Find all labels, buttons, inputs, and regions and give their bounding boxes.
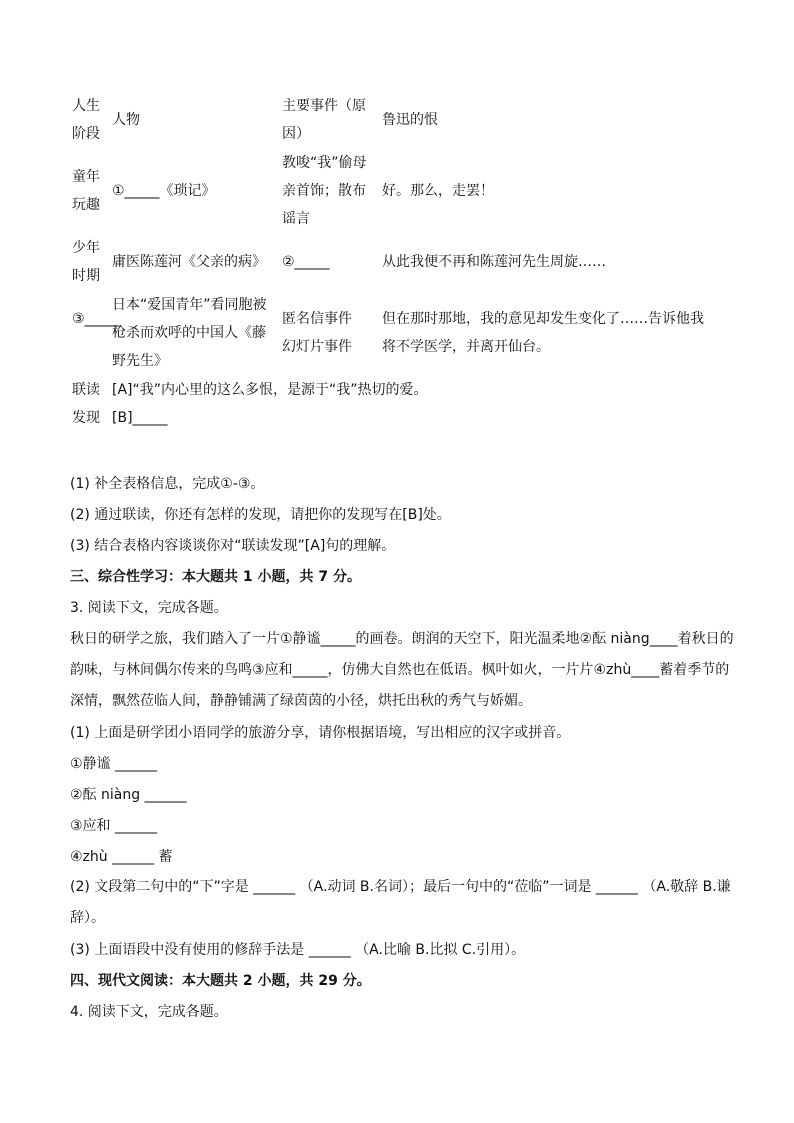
- question-3-sub-1: (1) 上面是研学团小语同学的旅游分享，请你根据语境，写出相应的汉字或拼音。: [70, 725, 571, 741]
- table-footer-a: [A]“我”内心里的这么多恨，是源于“我”热切的爱。: [112, 382, 428, 398]
- section-4-heading: 四、现代文阅读：本大题共 2 小题，共 29 分。: [70, 973, 371, 989]
- question-3-blank-4: ④zhù ______ 蓄: [70, 849, 173, 865]
- table-row-2-stage: 少年时期: [72, 240, 100, 284]
- question-4-intro: 4. 阅读下文，完成各题。: [70, 1004, 228, 1020]
- table-header-hate: 鲁迅的恨: [382, 112, 438, 128]
- question-3-intro: 3. 阅读下文，完成各题。: [70, 600, 228, 616]
- table-header-event: 主要事件（原因）: [282, 98, 366, 142]
- question-3-blank-1: ①静谧 ______: [70, 756, 158, 772]
- question-2-3: (3) 结合表格内容谈谈你对“联读发现”[A]句的理解。: [70, 538, 396, 554]
- table-header-stage: 人生阶段: [72, 98, 100, 142]
- question-3-sub-2: (2) 文段第二句中的“下”字是 ______ （A.动词 B.名词）；最后一句中的“莅临”一词是 ______ （A.敬辞 B.谦辞）。: [70, 879, 731, 926]
- table-footer-b: [B]_____: [112, 410, 168, 426]
- question-2-2: (2) 通过联读，你还有怎样的发现，请把你的发现写在[B]处。: [70, 507, 451, 523]
- table-row-3-event: 匿名信事件幻灯片事件: [282, 311, 352, 355]
- table-row-1-stage: 童年玩趣: [72, 169, 100, 213]
- table-row-2-hate: 从此我便不再和陈莲河先生周旋……: [382, 254, 606, 270]
- section-3-heading: 三、综合性学习：本大题共 1 小题，共 7 分。: [70, 569, 361, 585]
- table-row-1-person: ①_____《琐记》: [112, 183, 216, 199]
- table-row-2-person: 庸医陈莲河《父亲的病》: [112, 254, 266, 270]
- question-3-blank-3: ③应和 ______: [70, 818, 158, 834]
- table-footer-label: 联读发现: [72, 382, 100, 426]
- table-row-1-hate: 好。那么，走罢！: [382, 183, 494, 199]
- question-2-1: (1) 补全表格信息，完成①-③。: [70, 476, 265, 492]
- table-row-1-event: 教唆“我”偷母亲首饰；散布谣言: [282, 155, 367, 227]
- table-header-person: 人物: [112, 112, 140, 128]
- table-row-3-person: 日本“爱国青年”看同胞被枪杀而欢呼的中国人《藤野先生》: [112, 297, 267, 369]
- question-3-passage: 秋日的研学之旅，我们踏入了一片①静谧_____的画卷。朗润的天空下，阳光温柔地②酝 niàng____着秋日的韵味，与林间偶尔传来的鸟鸣③应和_____，仿佛大自然也在低语。枫叶如火，一片片④zhù____蓄着季节的深情，飘然莅临人间，静静铺满了绿茵茵的小径，烘托出秋的秀气与娇媚。: [70, 631, 734, 709]
- table-row-2-event: ②_____: [282, 254, 330, 270]
- question-3-sub-3: (3) 上面语段中没有使用的修辞手法是 ______ （A.比喻 B.比拟 C.引用）。: [70, 942, 526, 958]
- table-row-3-hate: 但在那时那地，我的意见却发生变化了……告诉他我将不学医学，并离开仙台。: [382, 311, 704, 355]
- table-row-3-stage: ③_____: [72, 311, 120, 327]
- question-3-blank-2: ②酝 niàng ______: [70, 787, 187, 803]
